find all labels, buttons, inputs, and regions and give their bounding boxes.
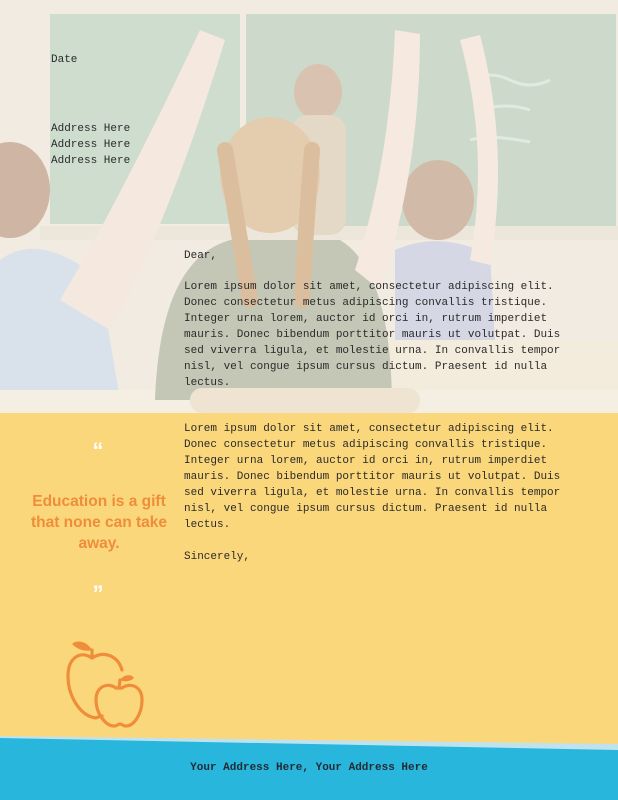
body-paragraph: Lorem ipsum dolor sit amet, consectetur adipiscing elit. Donec consectetur metus adipiscing convallis tristique. Integer urna lorem, auctor id orci in, rutrum imperdiet mauris. Donec bibendum porttitor mauris ut volutpat. Duis sed viverra ligula, et molestie urna. In convallis tempor nisl, vel congue ipsum cursus dictum. Praesent id nulla lectus.: [184, 423, 561, 531]
letter-date: Date: [51, 54, 78, 66]
body-paragraph: Lorem ipsum dolor sit amet, consectetur adipiscing elit. Donec consectetur metus adipiscing convallis tristique. Integer urna lorem, auctor id orci in, rutrum imperdiet mauris. Donec bibendum porttitor mauris ut volutpat. Duis sed viverra ligula, et molestie urna. In convallis tempor nisl, vel congue ipsum cursus dictum. Praesent id nulla lectus.: [184, 281, 561, 389]
recipient-address: [51, 121, 130, 169]
closing: Sincerely,: [184, 551, 251, 563]
address-line: Address Here: [51, 139, 131, 151]
address-line: Address Here: [51, 155, 131, 167]
address-line: Address Here: [51, 123, 131, 135]
footer-address: Your Address Here, Your Address Here: [190, 762, 428, 774]
apple-icon: [62, 638, 146, 730]
open-quote-icon: “: [92, 438, 104, 463]
pull-quote: Education is a gift that none can take away.: [30, 493, 168, 552]
salutation: Dear,: [184, 250, 218, 262]
close-quote-icon: ”: [92, 581, 104, 606]
